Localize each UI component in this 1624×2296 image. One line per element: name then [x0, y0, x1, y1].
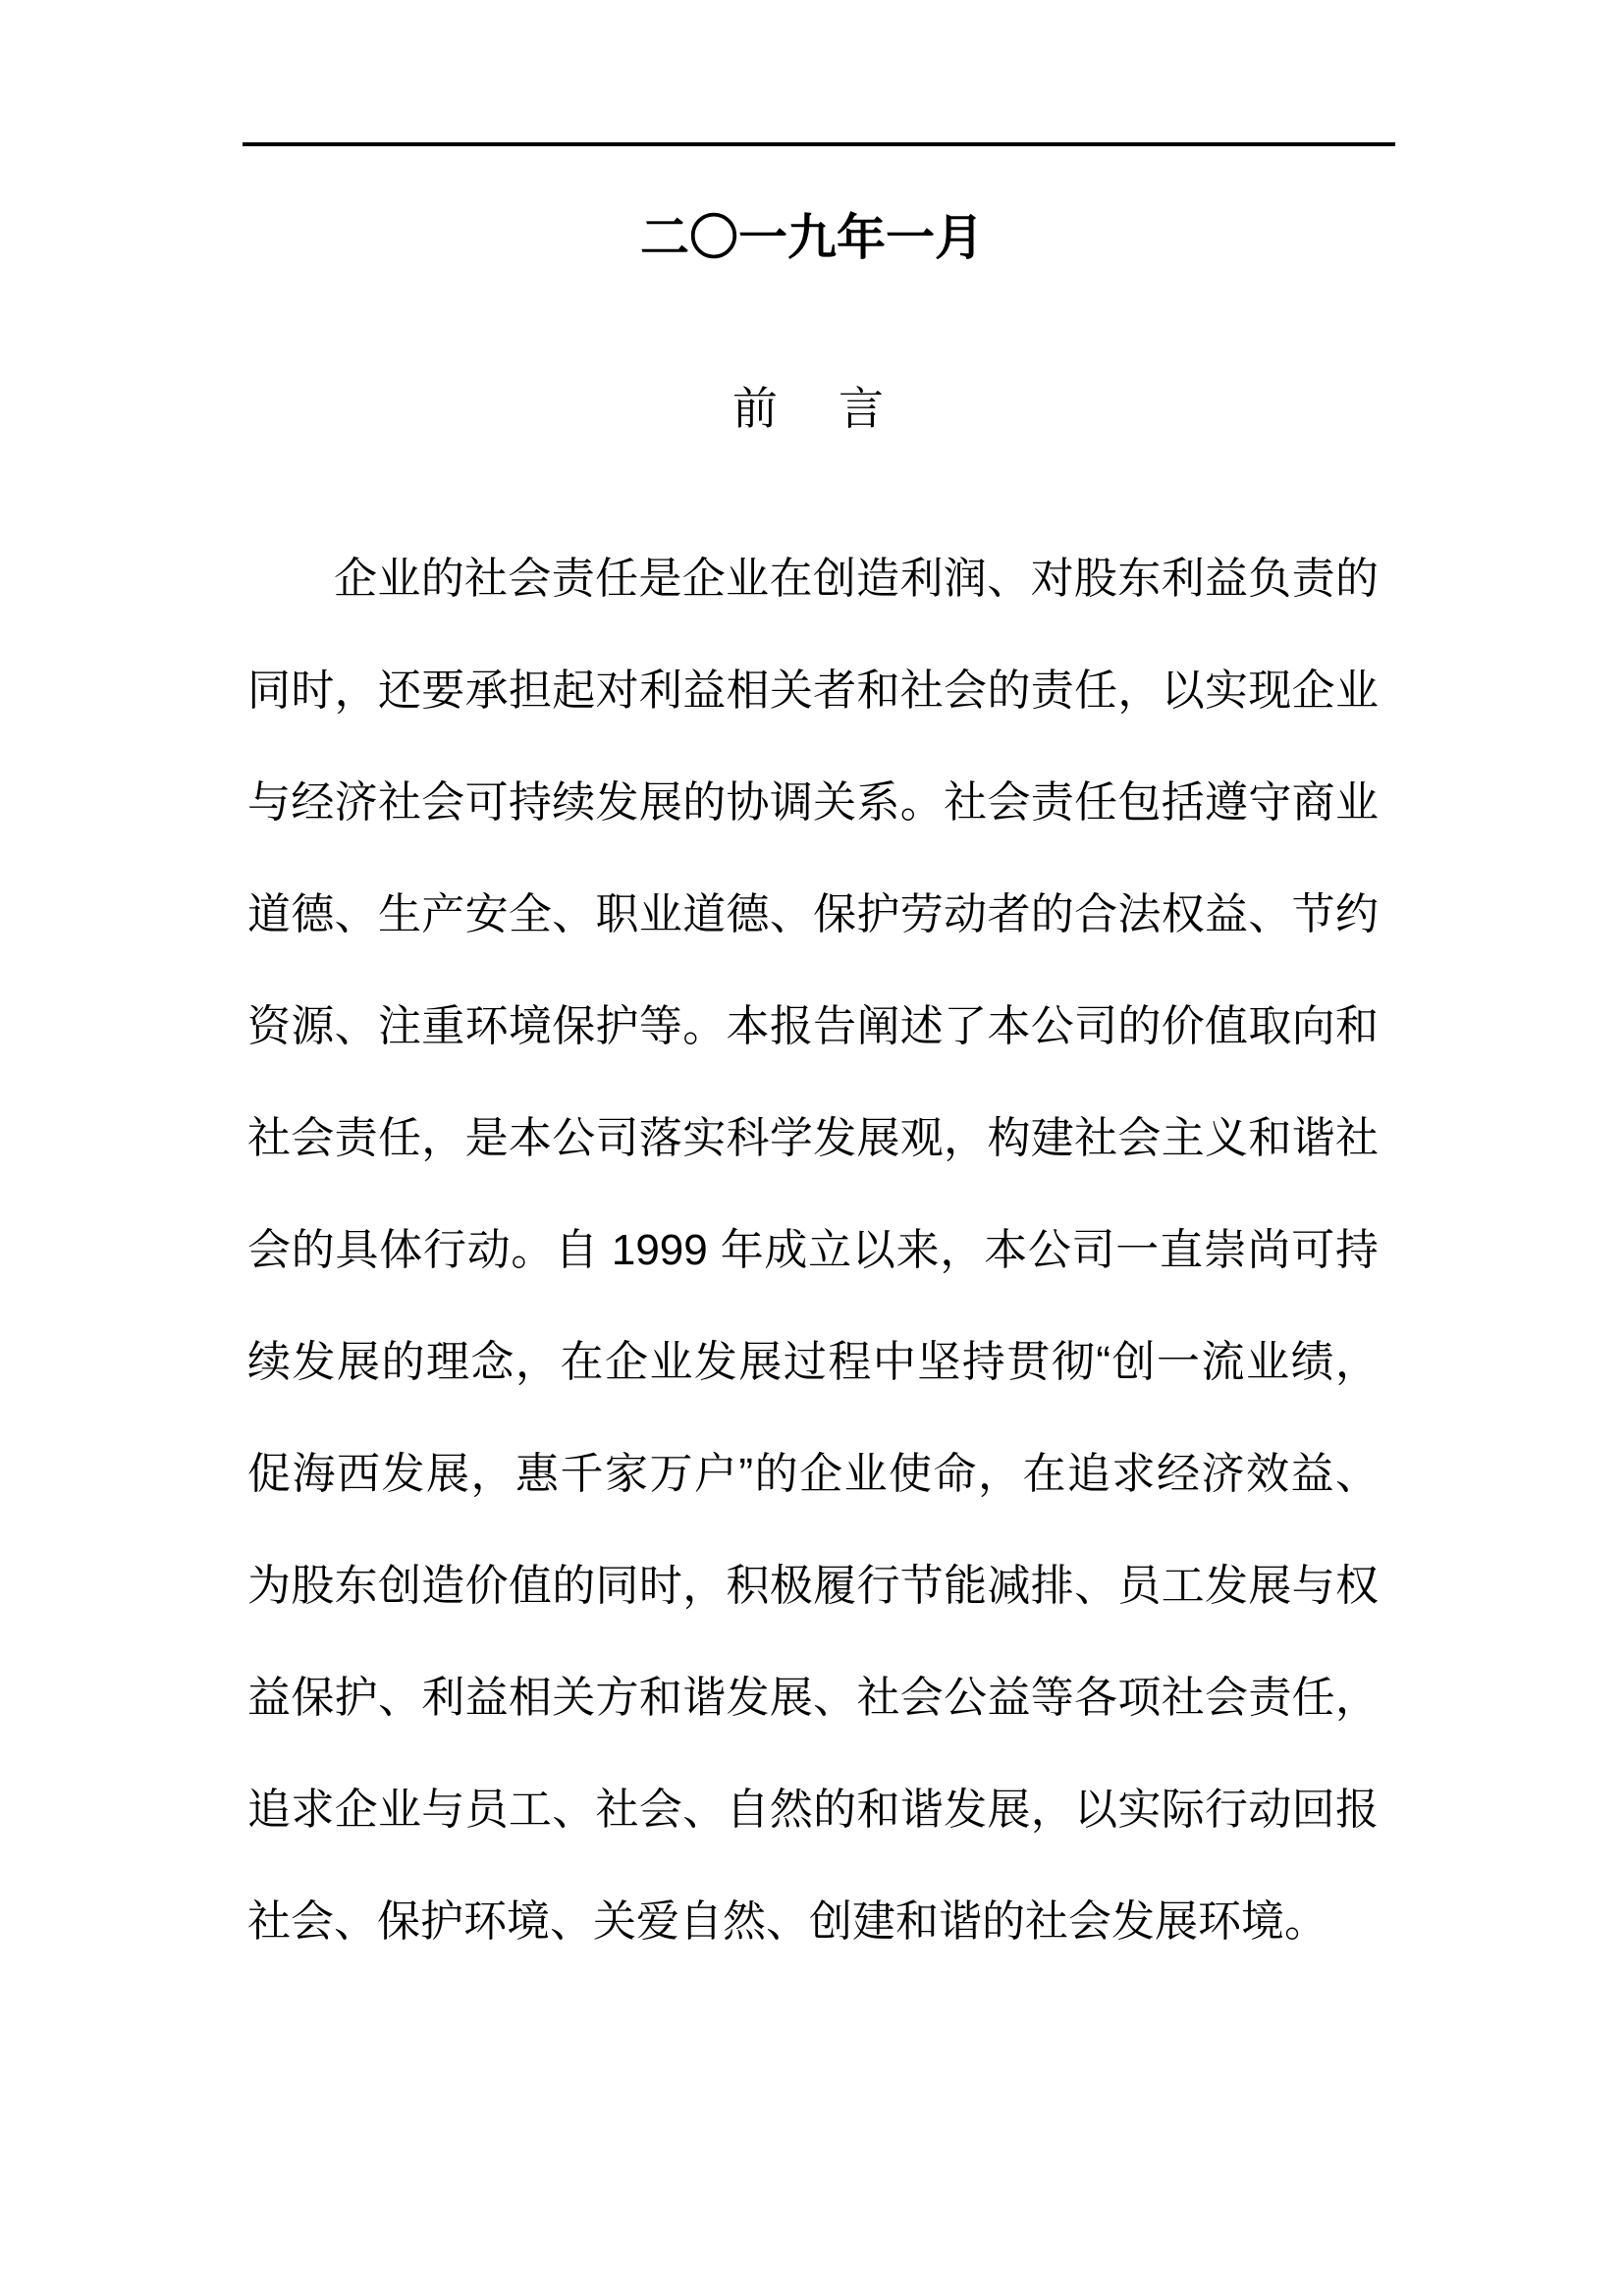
paragraph-line: 同时，还要承担起对利益相关者和社会的责任，以实现企业 [247, 667, 1379, 715]
paragraph-line: 益保护、利益相关方和谐发展、社会公益等各项社会责任， [247, 1674, 1379, 1722]
paragraph-line: 追求企业与员工、社会、自然的和谐发展，以实际行动回报 [247, 1786, 1379, 1834]
preface-title: 前 言 [732, 384, 892, 434]
preface-paragraph [247, 523, 1379, 1978]
paragraph-line: 道德、生产安全、职业道德、保护劳动者的合法权益、节约 [247, 890, 1379, 938]
paragraph-line: 社会责任，是本公司落实科学发展观，构建社会主义和谐社 [247, 1114, 1379, 1162]
paragraph-line: 资源、注重环境保护等。本报告阐述了本公司的价值取向和 [247, 1002, 1379, 1050]
paragraph-line: 续发展的理念，在企业发展过程中坚持贯彻“创一流业绩， [247, 1338, 1379, 1386]
paragraph-line: 与经济社会可持续发展的协调关系。社会责任包括遵守商业 [247, 778, 1379, 827]
paragraph-line: 会的具体行动。自 1999 年成立以来，本公司一直崇尚可持 [247, 1226, 1379, 1274]
horizontal-rule [243, 142, 1395, 146]
date-heading: 二〇一九年一月 [640, 210, 984, 265]
paragraph-line: 企业的社会责任是企业在创造利润、对股东利益负责的 [334, 555, 1379, 603]
paragraph-line: 促海西发展，惠千家万户”的企业使命，在追求经济效益、 [247, 1450, 1379, 1498]
paragraph-line: 为股东创造价值的同时，积极履行节能减排、员工发展与权 [247, 1562, 1379, 1610]
paragraph-line: 社会、保护环境、关爱自然、创建和谐的社会发展环境。 [247, 1897, 1327, 1946]
